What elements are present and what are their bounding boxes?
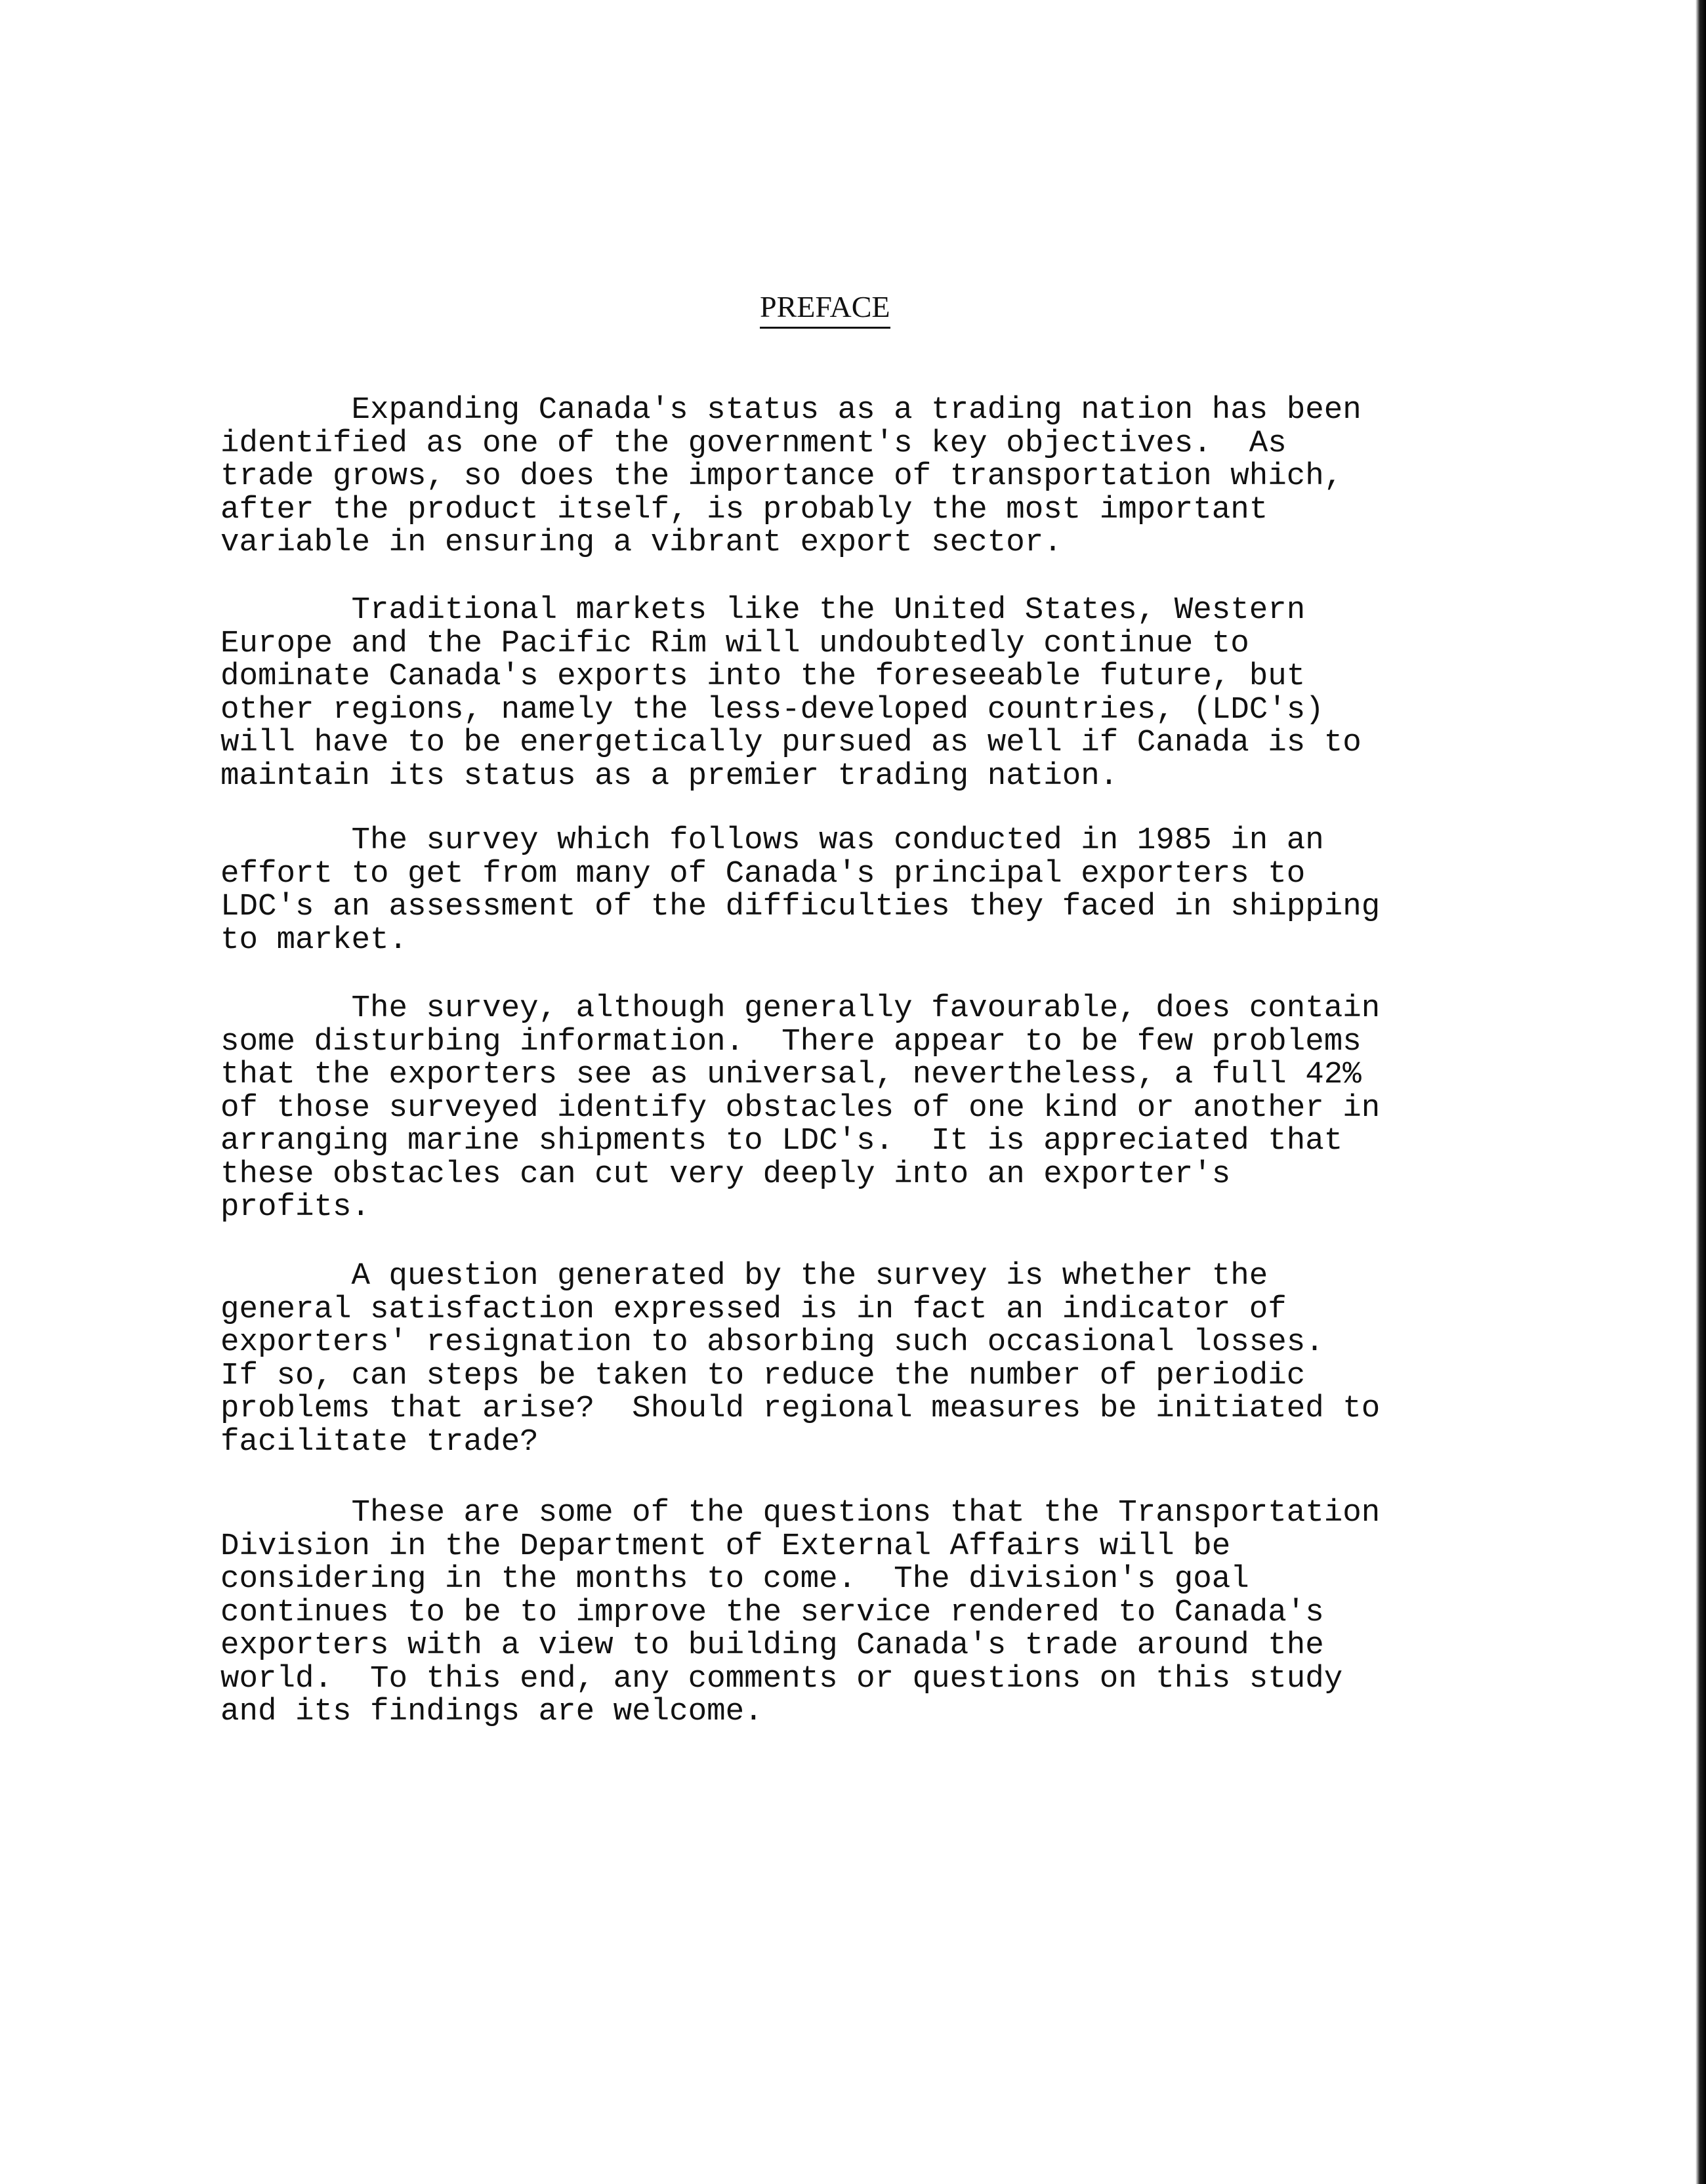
- paragraph-line: problems that arise? Should regional measures be initiated to: [220, 1391, 1381, 1426]
- paragraph-line: after the product itself, is probably the most important: [220, 491, 1268, 527]
- paragraph-line: A question generated by the survey is whether the: [220, 1258, 1268, 1294]
- paragraph-1: [220, 394, 1467, 560]
- paragraph-line: world. To this end, any comments or questions on this study: [220, 1660, 1343, 1697]
- paragraph-line: profits.: [220, 1189, 371, 1225]
- paragraph-line: other regions, namely the less-developed countries, (LDC's): [220, 691, 1324, 728]
- paragraph-line: these obstacles can cut very deeply into an exporter's: [220, 1156, 1231, 1192]
- page-title: PREFACE: [760, 289, 890, 329]
- paragraph-line: of those surveyed identify obstacles of one kind or another in: [220, 1090, 1381, 1126]
- paragraph-2: [220, 594, 1467, 793]
- paragraph-4: [220, 992, 1467, 1224]
- paragraph-3: [220, 824, 1467, 957]
- paragraph-line: exporters with a view to building Canada's trade around the: [220, 1628, 1324, 1663]
- paragraph-line: will have to be energetically pursued as well if Canada is to: [220, 725, 1362, 760]
- paragraph-line: effort to get from many of Canada's principal exporters to: [220, 855, 1306, 892]
- paragraph-line: The survey, although generally favourable, does contain: [220, 991, 1381, 1026]
- paragraph-line: maintain its status as a premier trading nation.: [220, 758, 1119, 794]
- paragraph-line: arranging marine shipments to LDC's. It is appreciated that: [220, 1123, 1343, 1159]
- paragraph-line: continues to be to improve the service rendered to Canada's: [220, 1594, 1324, 1630]
- paragraph-5: [220, 1260, 1467, 1458]
- paragraph-line: considering in the months to come. The division's goal: [220, 1561, 1249, 1597]
- paragraph-line: exporters' resignation to absorbing such occasional losses.: [220, 1325, 1324, 1360]
- paragraph-line: trade grows, so does the importance of transportation which,: [220, 459, 1343, 494]
- paragraph-line: Europe and the Pacific Rim will undoubtedly continue to: [220, 625, 1249, 661]
- paragraph-line: facilitate trade?: [220, 1424, 539, 1460]
- paragraph-line: general satisfaction expressed is in fact an indicator of: [220, 1291, 1287, 1327]
- paragraph-line: Traditional markets like the United States, Western: [220, 592, 1306, 628]
- paragraph-line: that the exporters see as universal, nevertheless, a full 42%: [220, 1057, 1362, 1092]
- paragraph-line: LDC's an assessment of the difficulties they faced in shipping: [220, 889, 1381, 924]
- scan-edge-mark: [1696, 0, 1706, 2184]
- paragraph-line: Expanding Canada's status as a trading nation has been: [220, 392, 1362, 428]
- paragraph-line: If so, can steps be taken to reduce the number of periodic: [220, 1357, 1306, 1393]
- paragraph-line: These are some of the questions that the Transportation: [220, 1495, 1381, 1531]
- paragraph-line: Division in the Department of External Affairs will be: [220, 1528, 1231, 1564]
- paragraph-line: some disturbing information. There appear to be few problems: [220, 1023, 1362, 1060]
- paragraph-line: identified as one of the government's key objectives. As: [220, 425, 1287, 461]
- paragraph-line: dominate Canada's exports into the foreseeable future, but: [220, 659, 1306, 694]
- paragraph-line: and its findings are welcome.: [220, 1694, 763, 1729]
- paragraph-line: The survey which follows was conducted in 1985 in an: [220, 823, 1324, 858]
- paragraph-line: variable in ensuring a vibrant export sector.: [220, 525, 1062, 560]
- paragraph-6: [220, 1496, 1467, 1729]
- paragraph-line: to market.: [220, 922, 408, 958]
